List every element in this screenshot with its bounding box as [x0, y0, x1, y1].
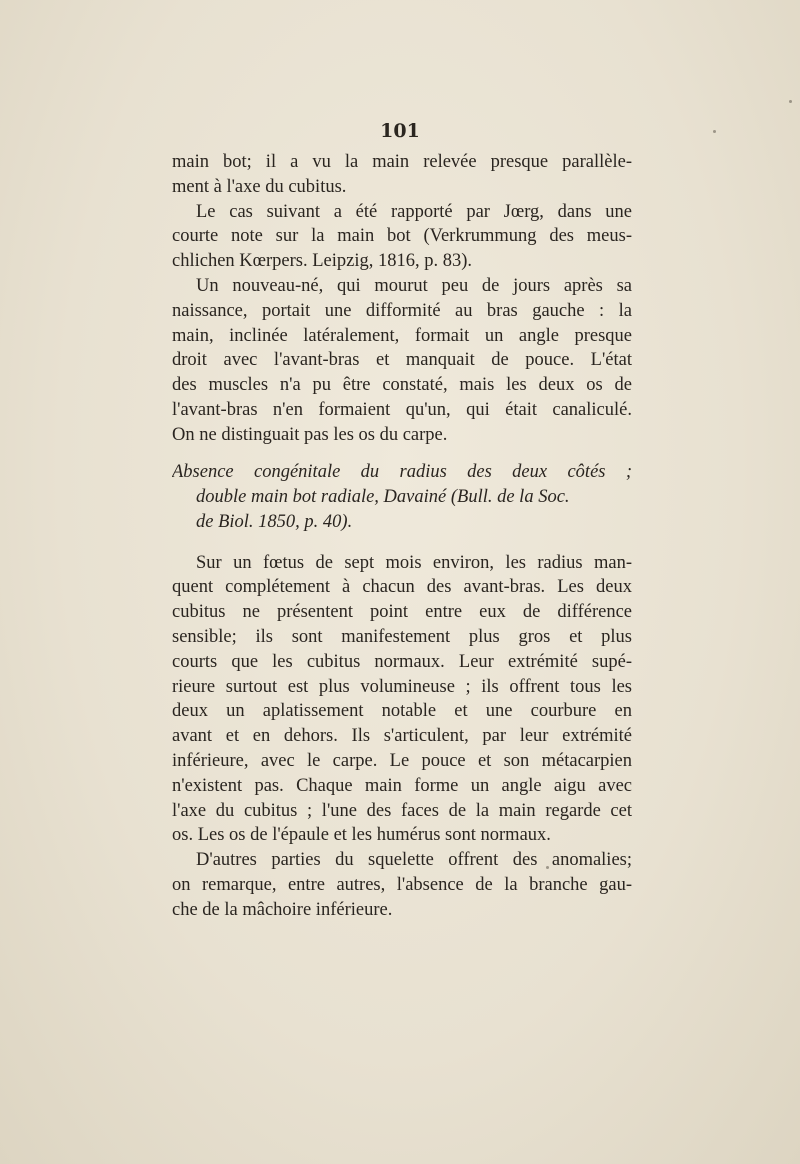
paragraph-5 — [172, 848, 632, 922]
heading-line: de Biol. 1850, p. 40). — [196, 511, 353, 532]
paragraph-4 — [172, 551, 632, 849]
text-line: os. Les os de l'épaule et les humérus sont normaux. — [172, 825, 551, 846]
text-line: naissance, portait une difformité au bras gauche : la — [172, 300, 632, 321]
text-line: On ne distinguait pas les os du carpe. — [172, 424, 448, 445]
text-line: droit avec l'avant-bras et manquait de pouce. L'état — [172, 350, 632, 371]
text-line: rieure surtout est plus volumineuse ; ils offrent tous les — [172, 676, 632, 697]
text-line: Sur un fœtus de sept mois environ, les radius man- — [196, 552, 632, 573]
text-line: chlichen Kœrpers. Leipzig, 1816, p. 83). — [172, 251, 473, 272]
paragraph-1 — [172, 150, 632, 200]
paragraph-2 — [172, 200, 632, 274]
text-line: courts que les cubitus normaux. Leur extrémité supé- — [172, 651, 632, 672]
text-line: deux un aplatissement notable et une courbure en — [172, 701, 632, 722]
text-line: cubitus ne présentent point entre eux de différence — [172, 602, 632, 623]
page-number: 101 — [380, 120, 420, 142]
text-line: main bot; il a vu la main relevée presque parallèle- — [172, 152, 632, 172]
text-line: che de la mâchoire inférieure. — [172, 899, 393, 920]
text-line: D'autres parties du squelette offrent des anomalies; — [196, 850, 632, 871]
heading-line: double main bot radiale, Davainé (Bull. de la Soc. — [196, 486, 570, 507]
paragraph-3 — [172, 274, 632, 448]
text-line: Un nouveau-né, qui mourut peu de jours après sa — [196, 275, 632, 296]
text-line: l'axe du cubitus ; l'une des faces de la main regarde cet — [172, 800, 632, 821]
body-text — [172, 150, 632, 923]
text-line: Le cas suivant a été rapporté par Jœrg, dans une — [196, 201, 632, 222]
text-line: ment à l'axe du cubitus. — [172, 176, 347, 197]
text-line: main, inclinée latéralement, formait un angle presque — [172, 325, 632, 346]
text-line: on remarque, entre autres, l'absence de la branche gau- — [172, 874, 632, 895]
text-line: n'existent pas. Chaque main forme un angle aigu avec — [172, 775, 632, 796]
paper-speck — [789, 100, 792, 103]
text-line: sensible; ils sont manifestement plus gros et plus — [172, 626, 632, 647]
text-line: quent complétement à chacun des avant-bras. Les deux — [172, 577, 632, 598]
text-line: des muscles n'a pu être constaté, mais les deux os de — [172, 375, 632, 396]
section-heading — [172, 460, 632, 535]
text-line: avant et en dehors. Ils s'articulent, par leur extrémité — [172, 726, 632, 747]
text-line: inférieure, avec le carpe. Le pouce et son métacarpien — [172, 750, 632, 771]
text-line: courte note sur la main bot (Verkrummung des meus- — [172, 226, 632, 247]
heading-line: Absence congénitale du radius des deux côtés ; — [172, 461, 632, 482]
text-line: l'avant-bras n'en formaient qu'un, qui était canaliculé. — [172, 399, 632, 420]
